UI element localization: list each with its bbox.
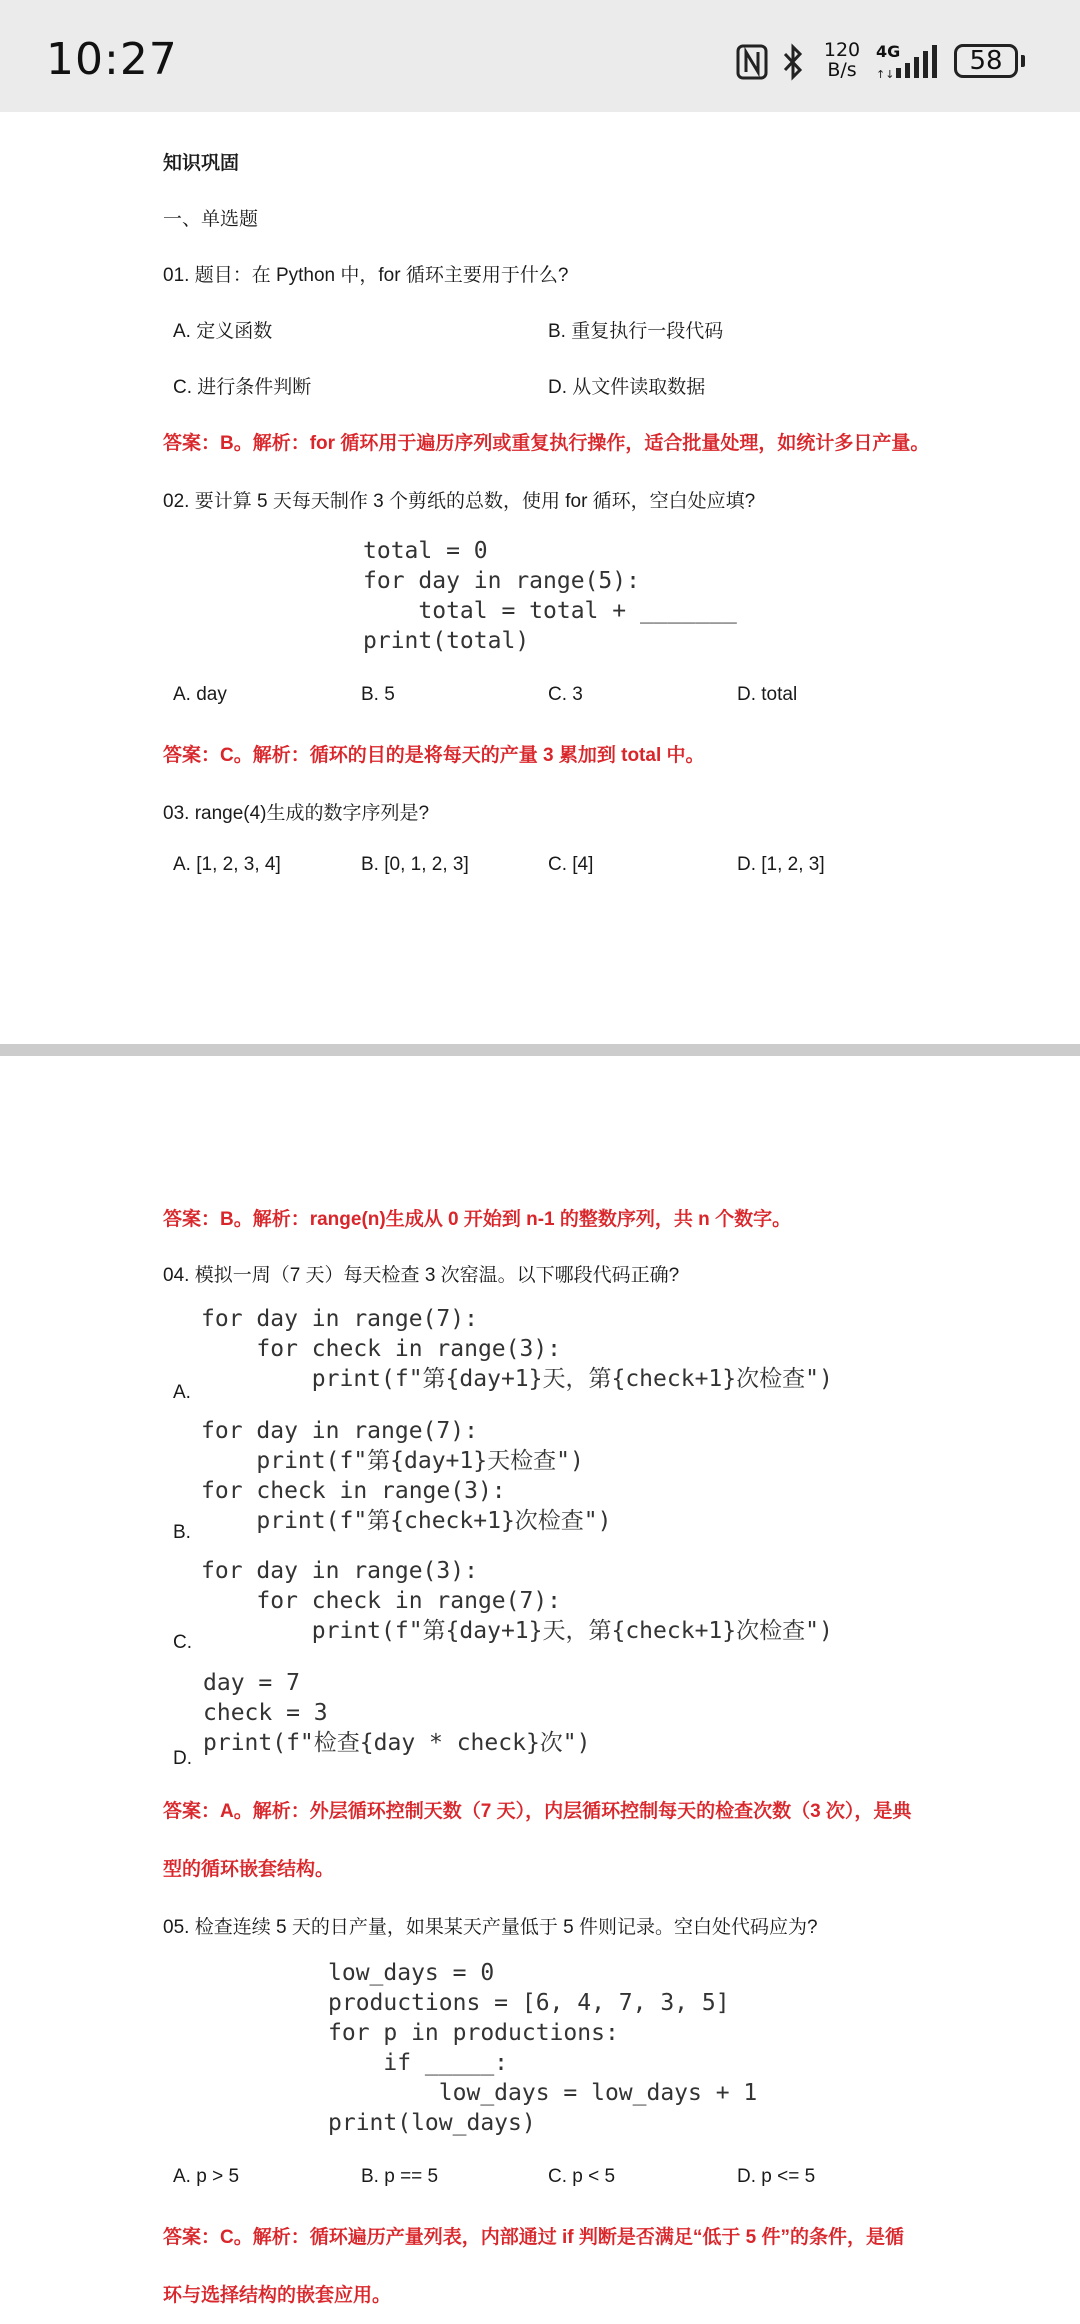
q2-option-c: C. 3 (548, 684, 583, 705)
question-4: 04. 模拟一周（7 天）每天检查 3 次窑温。以下哪段代码正确? (163, 1265, 680, 1286)
network-speed (818, 40, 866, 80)
q1-option-a: A. 定义函数 (173, 321, 273, 342)
q5-option-a: A. p > 5 (173, 2166, 240, 2187)
q3-option-b: B. [0, 1, 2, 3] (361, 854, 469, 875)
question-2: 02. 要计算 5 天每天制作 3 个剪纸的总数，使用 for 循环，空白处应填? (163, 491, 756, 512)
q4-option-a-label: A. (173, 1382, 191, 1403)
q5-option-c: C. p < 5 (548, 2166, 616, 2187)
q2-option-a: A. day (173, 684, 227, 705)
svg-text:↑↓: ↑↓ (876, 68, 895, 80)
code-line: for day in range(5): (363, 568, 640, 594)
code-line: total = total + _______ (363, 598, 737, 624)
q4-code-d: day = 7 check = 3 print(f"检查{day * check}次") (203, 1670, 591, 1756)
signal-icon (876, 44, 940, 80)
question-1: 01. 题目：在 Python 中，for 循环主要用于什么? (163, 265, 569, 286)
q2-option-d: D. total (737, 684, 798, 705)
q5-answer-line-1: 答案：C。解析：循环遍历产量列表，内部通过 if 判断是否满足“低于 5 件”的条件，是循 (163, 2227, 905, 2248)
question-5: 05. 检查连续 5 天的日产量，如果某天产量低于 5 件则记录。空白处代码应为? (163, 1917, 818, 1938)
q4-option-c-label: C. (173, 1632, 192, 1653)
q4-code-c: for day in range(3): for check in range(7): print(f"第{day+1}天，第{check+1}次检查") (201, 1558, 833, 1644)
q3-option-d: D. [1, 2, 3] (737, 854, 825, 875)
q3-option-c: C. [4] (548, 854, 594, 875)
q1-answer: 答案：B。解析：for 循环用于遍历序列或重复执行操作，适合批量处理，如统计多日产量。 (163, 433, 930, 454)
q1-option-b: B. 重复执行一段代码 (548, 321, 724, 342)
q5-answer-line-2: 环与选择结构的嵌套应用。 (163, 2285, 392, 2306)
q2-code-block (363, 536, 737, 656)
battery-icon: 58 (954, 44, 1018, 78)
q1-option-c: C. 进行条件判断 (173, 377, 312, 398)
clock: 10:27 (46, 34, 178, 85)
nfc-icon (736, 42, 768, 82)
code-line: print(total) (363, 628, 530, 654)
status-bar (0, 0, 1080, 112)
q5-option-b: B. p == 5 (361, 2166, 439, 2187)
bluetooth-icon (782, 42, 804, 82)
q5-code-block: low_days = 0 productions = [6, 4, 7, 3, 5] for p in productions: if _____: low_days = low_days + 1 print(low_days) (328, 1960, 758, 2136)
q4-code-a: for day in range(7): for check in range(3): print(f"第{day+1}天，第{check+1}次检查") (201, 1306, 833, 1392)
net-speed-value: 120 (823, 39, 861, 61)
q3-option-a: A. [1, 2, 3, 4] (173, 854, 281, 875)
battery-tip (1021, 55, 1025, 67)
q4-answer-line-1: 答案：A。解析：外层循环控制天数（7 天），内层循环控制每天的检查次数（3 次），是典 (163, 1801, 912, 1822)
q4-option-b-label: B. (173, 1522, 191, 1543)
code-line: total = 0 (363, 538, 488, 564)
q2-answer: 答案：C。解析：循环的目的是将每天的产量 3 累加到 total 中。 (163, 745, 705, 766)
q2-option-b: B. 5 (361, 684, 395, 705)
network-type: 4G (876, 42, 901, 61)
document-page-2 (0, 1056, 1080, 2324)
question-3: 03. range(4)生成的数字序列是? (163, 803, 430, 824)
document-page-1 (0, 112, 1080, 1044)
net-speed-unit: B/s (827, 59, 857, 81)
q4-answer-line-2: 型的循环嵌套结构。 (163, 1859, 335, 1880)
q4-option-d-label: D. (173, 1748, 192, 1769)
subsection-title: 一、单选题 (163, 209, 259, 230)
page-divider (0, 1044, 1080, 1056)
q1-option-d: D. 从文件读取数据 (548, 377, 706, 398)
q3-answer: 答案：B。解析：range(n)生成从 0 开始到 n-1 的整数序列，共 n 个数字。 (163, 1209, 792, 1230)
q4-code-b: for day in range(7): print(f"第{day+1}天检查") for check in range(3): print(f"第{check+1}次检查") (201, 1418, 612, 1534)
section-title: 知识巩固 (163, 153, 240, 174)
q5-option-d: D. p <= 5 (737, 2166, 816, 2187)
